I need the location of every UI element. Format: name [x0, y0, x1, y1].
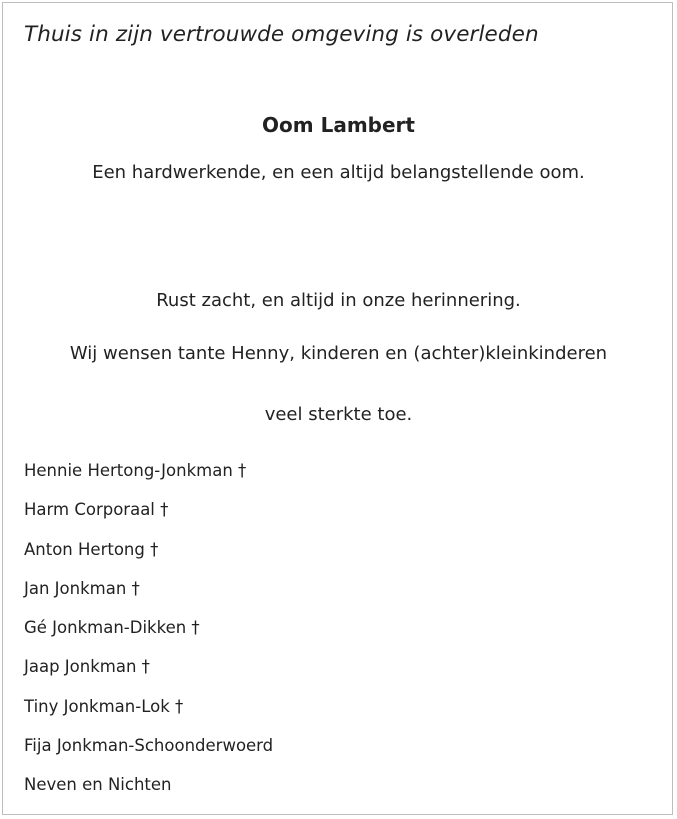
intro-text: Thuis in zijn vertrouwde omgeving is overleden	[24, 22, 539, 47]
signatory-item: Harm Corporaal †	[24, 500, 169, 520]
message-line-2: Wij wensen tante Henny, kinderen en (achter)kleinkinderen	[69, 343, 608, 364]
deceased-name: Oom Lambert	[262, 113, 415, 137]
signatory-item: Neven en Nichten	[24, 775, 172, 795]
signatory-list	[24, 461, 273, 815]
signatory-item: Jaap Jonkman †	[24, 657, 150, 677]
description-text: Een hardwerkende, en een altijd belangstellende oom.	[92, 162, 585, 183]
signatory-item: Fija Jonkman-Schoonderwoerd	[24, 736, 274, 756]
signatory-item: Jan Jonkman †	[24, 578, 140, 598]
signatory-item: Gé Jonkman-Dikken †	[24, 618, 200, 638]
signatory-item: Tiny Jonkman-Lok †	[24, 696, 184, 716]
message-line-1: Rust zacht, en altijd in onze herinnering.	[156, 290, 521, 311]
message-line-3: veel sterkte toe.	[264, 404, 413, 425]
signatory-item: Hennie Hertong-Jonkman †	[24, 461, 247, 480]
signatory-item: Anton Hertong †	[24, 539, 159, 559]
